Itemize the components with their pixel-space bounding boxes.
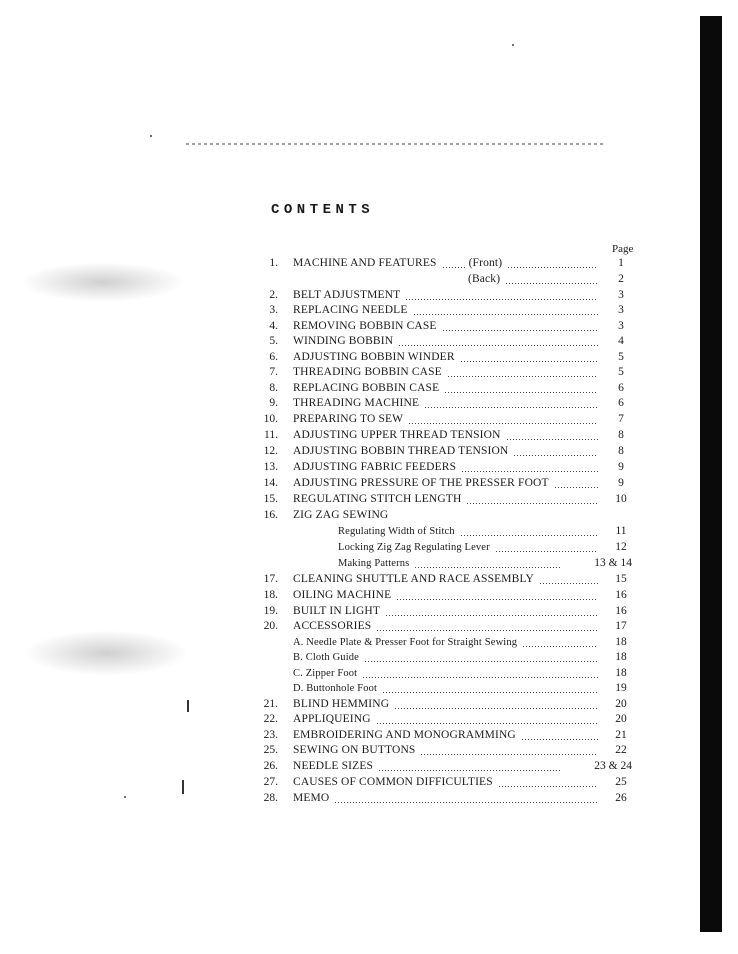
toc-entry-label: BLIND HEMMING bbox=[293, 698, 390, 710]
toc-entry bbox=[0, 381, 738, 396]
toc-entry-label: Making Patterns bbox=[338, 558, 410, 569]
toc-entry-suffix: (Back) bbox=[468, 273, 501, 285]
toc-entry bbox=[0, 460, 738, 475]
dot-leader bbox=[499, 786, 598, 787]
toc-entry-label: ADJUSTING PRESSURE OF THE PRESSER FOOT bbox=[293, 477, 549, 489]
dot-leader bbox=[514, 455, 598, 456]
toc-entry bbox=[0, 791, 738, 806]
toc-entry-label: BUILT IN LIGHT bbox=[293, 605, 381, 617]
toc-entry-label: REGULATING STITCH LENGTH bbox=[293, 493, 462, 505]
dot-leader bbox=[415, 567, 560, 568]
toc-entry bbox=[0, 743, 738, 758]
toc-entry-number: 17. bbox=[263, 573, 278, 585]
toc-entry-number: 15. bbox=[263, 493, 278, 505]
toc-entry-label: APPLIQUEING bbox=[293, 713, 371, 725]
toc-entry-label: OILING MACHINE bbox=[293, 589, 392, 601]
toc-entry bbox=[0, 319, 738, 334]
dot-leader bbox=[379, 770, 560, 771]
toc-entry-number: 28. bbox=[263, 792, 278, 804]
toc-entry bbox=[0, 712, 738, 727]
toc-entry-page: 15 bbox=[615, 573, 627, 585]
dot-leader bbox=[461, 535, 598, 536]
toc-entry-label: REPLACING BOBBIN CASE bbox=[293, 382, 440, 394]
dot-leader bbox=[406, 299, 598, 300]
toc-entry-label: MACHINE AND FEATURES bbox=[293, 257, 437, 269]
toc-entry bbox=[0, 350, 738, 365]
toc-entry-label: A. Needle Plate & Presser Foot for Straight Sewing bbox=[293, 637, 518, 648]
dot-leader bbox=[540, 583, 598, 584]
toc-entry-label: B. Cloth Guide bbox=[293, 652, 359, 663]
toc-entry-label: CLEANING SHUTTLE AND RACE ASSEMBLY bbox=[293, 573, 534, 585]
dot-leader bbox=[363, 677, 598, 678]
toc-entry-number: 23. bbox=[263, 729, 278, 741]
toc-entry-label: THREADING BOBBIN CASE bbox=[293, 366, 442, 378]
toc-entry-label: ZIG ZAG SEWING bbox=[293, 509, 389, 521]
toc-entry-page: 7 bbox=[618, 413, 624, 425]
toc-entry-number: 26. bbox=[263, 760, 278, 772]
toc-entry bbox=[0, 604, 738, 619]
dot-leader bbox=[365, 661, 598, 662]
toc-entry-page: 21 bbox=[615, 729, 627, 741]
dot-leader bbox=[395, 708, 598, 709]
toc-entry-label: ADJUSTING UPPER THREAD TENSION bbox=[293, 429, 501, 441]
toc-entry-page: 16 bbox=[615, 605, 627, 617]
toc-entry-number: 18. bbox=[263, 589, 278, 601]
toc-entry bbox=[0, 508, 738, 523]
toc-entry-label: REPLACING NEEDLE bbox=[293, 304, 408, 316]
toc-entry-suffix: (Front) bbox=[468, 257, 503, 269]
toc-entry-page: 13 & 14 bbox=[594, 557, 632, 569]
toc-entry-label: WINDING BOBBIN bbox=[293, 335, 394, 347]
toc-entry bbox=[0, 524, 738, 539]
toc-entry-number: 13. bbox=[263, 461, 278, 473]
toc-entry-number: 12. bbox=[263, 445, 278, 457]
dot-leader bbox=[462, 471, 598, 472]
toc-entry-number: 5. bbox=[269, 335, 278, 347]
toc-entry-page: 1 bbox=[618, 257, 624, 269]
toc-entry-number: 22. bbox=[263, 713, 278, 725]
toc-entry-page: 5 bbox=[618, 351, 624, 363]
dot-leader bbox=[507, 439, 598, 440]
page-title: CONTENTS bbox=[271, 202, 375, 218]
toc-entry-number: 3. bbox=[269, 304, 278, 316]
toc-entry-number: 7. bbox=[269, 366, 278, 378]
toc-entry-page: 19 bbox=[615, 682, 627, 694]
dot-leader bbox=[467, 503, 598, 504]
toc-entry-page: 11 bbox=[615, 525, 627, 537]
toc-entry bbox=[0, 428, 738, 443]
toc-entry-number: 19. bbox=[263, 605, 278, 617]
dot-leader bbox=[461, 361, 598, 362]
dot-leader bbox=[443, 267, 467, 268]
toc-entry-page: 12 bbox=[615, 541, 627, 553]
toc-entry-label: MEMO bbox=[293, 792, 330, 804]
dot-leader bbox=[397, 599, 598, 600]
toc-entry-page: 22 bbox=[615, 744, 627, 756]
dot-leader bbox=[522, 739, 598, 740]
toc-entry-number: 8. bbox=[269, 382, 278, 394]
toc-entry-label: ACCESSORIES bbox=[293, 620, 372, 632]
toc-entry bbox=[0, 681, 738, 696]
toc-entry-page: 20 bbox=[615, 698, 627, 710]
toc-entry-page: 18 bbox=[615, 636, 627, 648]
dot-leader bbox=[508, 267, 598, 268]
toc-entry-page: 5 bbox=[618, 366, 624, 378]
toc-entry bbox=[0, 650, 738, 665]
toc-entry-page: 26 bbox=[615, 792, 627, 804]
toc-entry-page: 10 bbox=[615, 493, 627, 505]
toc-entry-number: 21. bbox=[263, 698, 278, 710]
toc-entry bbox=[0, 556, 738, 571]
dot-leader bbox=[383, 692, 598, 693]
toc-entry-label: PREPARING TO SEW bbox=[293, 413, 404, 425]
toc-entry-number: 16. bbox=[263, 509, 278, 521]
toc-entry-label: C. Zipper Foot bbox=[293, 668, 358, 679]
toc-entry-page: 23 & 24 bbox=[594, 760, 632, 772]
toc-entry bbox=[0, 697, 738, 712]
dot-leader bbox=[506, 283, 598, 284]
toc-entry bbox=[0, 365, 738, 380]
toc-entry-number: 9. bbox=[269, 397, 278, 409]
toc-entry bbox=[0, 334, 738, 349]
toc-entry bbox=[0, 759, 738, 774]
dot-leader bbox=[377, 630, 598, 631]
toc-entry-number: 25. bbox=[263, 744, 278, 756]
page-column-header: Page bbox=[612, 243, 634, 255]
toc-entry bbox=[0, 635, 738, 650]
dot-leader bbox=[335, 802, 598, 803]
toc-entry-label: ADJUSTING BOBBIN THREAD TENSION bbox=[293, 445, 509, 457]
scan-speck bbox=[150, 135, 152, 137]
toc-entry-label: ADJUSTING FABRIC FEEDERS bbox=[293, 461, 457, 473]
dot-leader bbox=[496, 551, 598, 552]
toc-entry-page: 2 bbox=[618, 273, 624, 285]
toc-entry bbox=[0, 728, 738, 743]
toc-entry bbox=[0, 540, 738, 555]
toc-entry bbox=[0, 666, 738, 681]
toc-entry-page: 3 bbox=[618, 304, 624, 316]
toc-entry bbox=[0, 272, 738, 287]
toc-entry-label: Regulating Width of Stitch bbox=[338, 526, 455, 537]
toc-entry bbox=[0, 492, 738, 507]
toc-entry-label: REMOVING BOBBIN CASE bbox=[293, 320, 437, 332]
dot-leader bbox=[445, 392, 598, 393]
dot-leader bbox=[414, 314, 598, 315]
toc-entry-label: NEEDLE SIZES bbox=[293, 760, 374, 772]
dot-leader bbox=[443, 330, 598, 331]
toc-entry-number: 11. bbox=[264, 429, 278, 441]
toc-entry-number: 27. bbox=[263, 776, 278, 788]
dot-leader bbox=[448, 376, 598, 377]
toc-entry-label: ADJUSTING BOBBIN WINDER bbox=[293, 351, 455, 363]
toc-entry-number: 14. bbox=[263, 477, 278, 489]
dot-leader bbox=[386, 615, 598, 616]
dot-leader bbox=[421, 754, 598, 755]
toc-entry-page: 25 bbox=[615, 776, 627, 788]
toc-entry-page: 16 bbox=[615, 589, 627, 601]
dot-leader bbox=[399, 345, 598, 346]
toc-entry-label: D. Buttonhole Foot bbox=[293, 683, 378, 694]
dot-leader bbox=[425, 407, 598, 408]
dot-leader bbox=[555, 487, 598, 488]
scan-artifact-line bbox=[186, 143, 606, 145]
toc-entry-page: 6 bbox=[618, 382, 624, 394]
toc-entry-page: 6 bbox=[618, 397, 624, 409]
toc-entry-number: 1. bbox=[269, 257, 278, 269]
toc-entry-label: EMBROIDERING AND MONOGRAMMING bbox=[293, 729, 516, 741]
toc-entry-page: 3 bbox=[618, 289, 624, 301]
toc-entry-label: BELT ADJUSTMENT bbox=[293, 289, 401, 301]
toc-entry bbox=[0, 572, 738, 587]
toc-entry-page: 3 bbox=[618, 320, 624, 332]
toc-entry-page: 20 bbox=[615, 713, 627, 725]
dot-leader bbox=[409, 423, 598, 424]
toc-entry-number: 20. bbox=[263, 620, 278, 632]
toc-entry-page: 18 bbox=[615, 667, 627, 679]
toc-entry-label: Locking Zig Zag Regulating Lever bbox=[338, 542, 490, 553]
toc-entry-label: THREADING MACHINE bbox=[293, 397, 420, 409]
toc-entry-page: 8 bbox=[618, 429, 624, 441]
dot-leader bbox=[377, 723, 598, 724]
toc-entry bbox=[0, 303, 738, 318]
toc-entry-page: 8 bbox=[618, 445, 624, 457]
toc-entry bbox=[0, 775, 738, 790]
toc-entry-number: 6. bbox=[269, 351, 278, 363]
toc-entry-number: 2. bbox=[269, 289, 278, 301]
toc-entry-page: 9 bbox=[618, 461, 624, 473]
toc-entry-label: SEWING ON BUTTONS bbox=[293, 744, 416, 756]
toc-entry bbox=[0, 256, 738, 271]
toc-entry bbox=[0, 476, 738, 491]
toc-entry-page: 4 bbox=[618, 335, 624, 347]
toc-entry bbox=[0, 396, 738, 411]
toc-entry-page: 9 bbox=[618, 477, 624, 489]
toc-entry bbox=[0, 288, 738, 303]
toc-entry-number: 4. bbox=[269, 320, 278, 332]
scan-speck bbox=[512, 44, 514, 46]
dot-leader bbox=[523, 646, 598, 647]
toc-entry bbox=[0, 588, 738, 603]
toc-entry-number: 10. bbox=[263, 413, 278, 425]
toc-entry bbox=[0, 444, 738, 459]
toc-entry bbox=[0, 619, 738, 634]
toc-entry-label: CAUSES OF COMMON DIFFICULTIES bbox=[293, 776, 493, 788]
toc-entry bbox=[0, 412, 738, 427]
toc-entry-page: 18 bbox=[615, 651, 627, 663]
toc-entry-page: 17 bbox=[615, 620, 627, 632]
